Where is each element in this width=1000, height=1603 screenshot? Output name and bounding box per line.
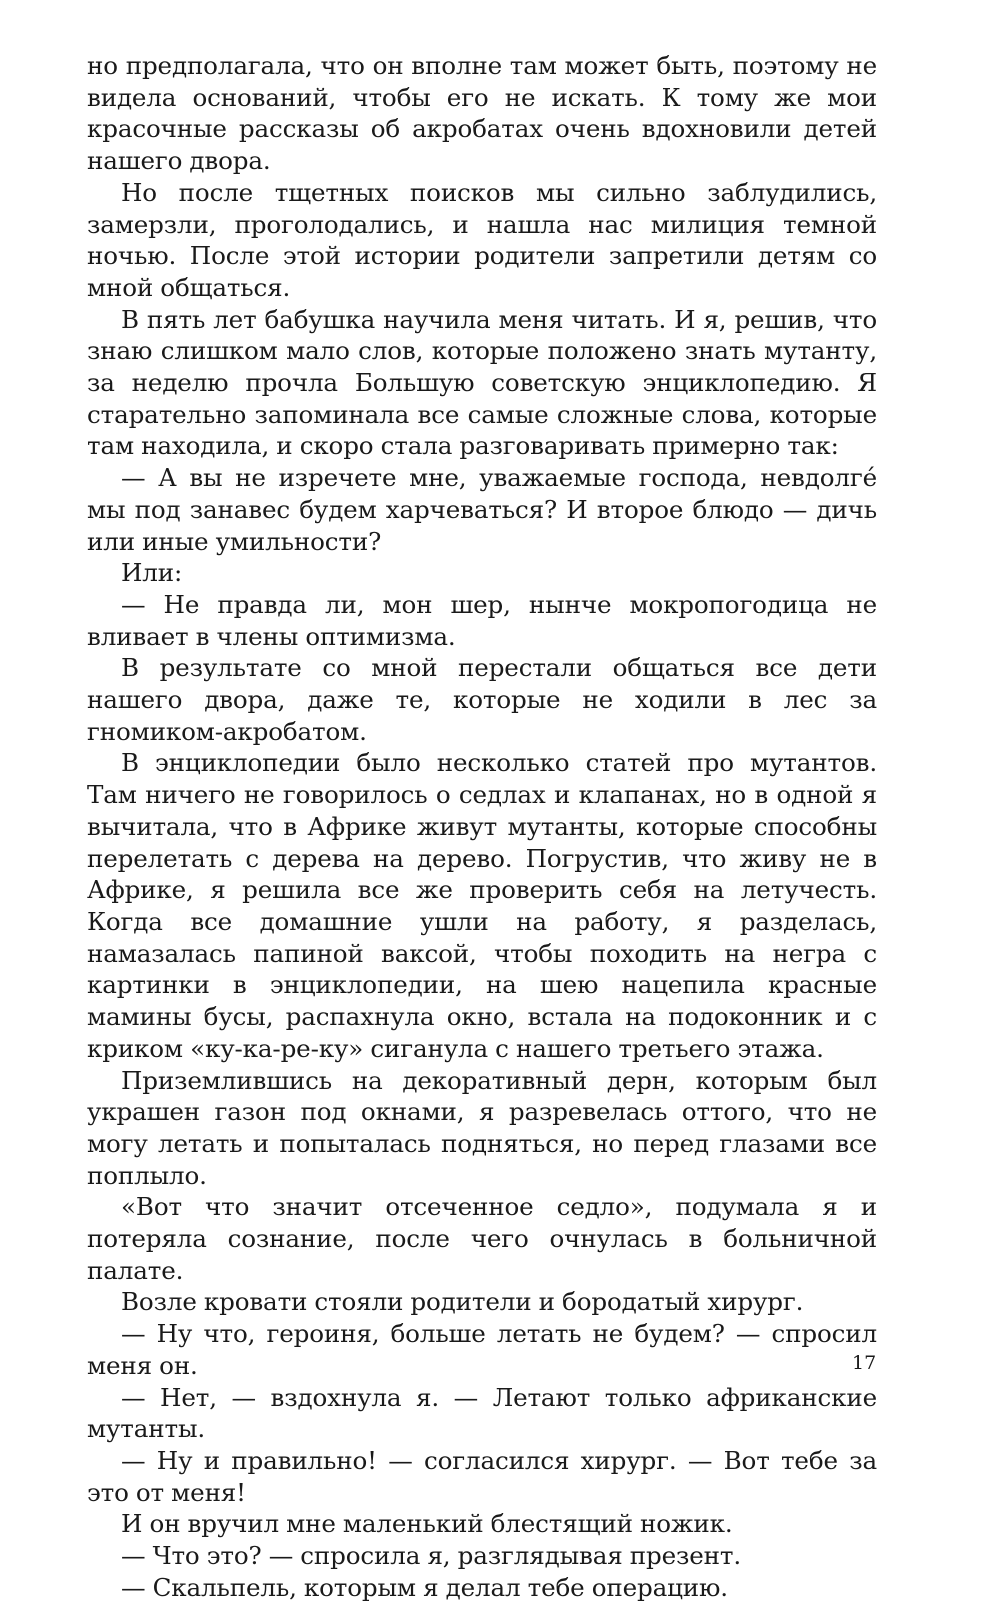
dialogue-6: — Что это? — спросила я, разглядывая презент. <box>121 1541 742 1571</box>
dialogue-3: — Ну что, героиня, больше летать не будем? — спросил меня он. <box>87 1319 877 1380</box>
paragraph-9: И он вручил мне маленький блестящий ножик. <box>121 1509 733 1539</box>
paragraph-1: но предполагала, что он вполне там может быть, поэтому не видела оснований, чтобы его не искать. К тому же мои красочные рассказы об акробатах очень вдохновили детей нашего двора. <box>87 51 877 176</box>
paragraph-2: Но после тщетных поисков мы сильно заблудились, замерзли, проголодались, и нашла нас милиция темной ночью. После этой истории родители запретили детям со мной общаться. <box>87 177 877 302</box>
dialogue-4: — Нет, — вздохнула я. — Летают только африканские мутанты. <box>87 1382 877 1444</box>
paragraph-6: Приземлившись на декоративный дерн, которым был украшен газон под окнами, я разревелась оттого, что не могу летать и попыталась подняться, но перед глазами все поплыло. <box>87 1065 877 1190</box>
dialogue-1: — А вы не изречете мне, уважаемые господа, невдолге́ мы под занавес будем харчеваться? И второе блюдо — дичь или иные умильности? <box>87 463 877 556</box>
dialogue-2: — Не правда ли, мон шер, нынче мокропогодица не вливает в члены оптимизма. <box>87 589 877 651</box>
paragraph-ili: Или: <box>121 558 183 588</box>
paragraph-8: Возле кровати стояли родители и бородатый хирург. <box>121 1287 804 1317</box>
paragraph-3: В пять лет бабушка научила меня читать. И я, решив, что знаю слишком мало слов, которые положено знать мутанту, за неделю прочла Большую советскую энциклопедию. Я старательно запоминала все самые сложные слова, которые там находила, и скоро стала разговаривать примерно так: <box>87 304 877 461</box>
dialogue-7: — Скальпель, которым я делал тебе операцию. <box>121 1572 728 1602</box>
paragraph-5: В энциклопедии было несколько статей про мутантов. Там ничего не говорилось о седлах и клапанах, но в одной я вычитала, что в Африке живут мутанты, которые способны перелетать с дерева на дерево. Погрустив, что живу не в Африке, я решила все же проверить себя на летучесть. Когда все домашние ушли на работу, я разделась, намазалась папиной ваксой, чтобы походить на негра с картинки в энциклопедии, на шею нацепила красные мамины бусы, распахнула окно, встала на подоконник и с криком «ку-ка-ре-ку» сиганула с нашего третьего этажа. <box>87 748 877 1063</box>
page-text <box>87 50 877 1603</box>
paragraph-7: «Вот что значит отсеченное седло», подумала я и потеряла сознание, после чего очнулась в больничной палате. <box>87 1192 877 1285</box>
paragraph-4: В результате со мной перестали общаться все дети нашего двора, даже те, которые не ходили в лес за гномиком-акробатом. <box>87 653 877 746</box>
dialogue-5: — Ну и правильно! — согласился хирург. — Вот тебе за это от меня! <box>87 1445 877 1507</box>
page-number: 17 <box>852 1352 877 1374</box>
